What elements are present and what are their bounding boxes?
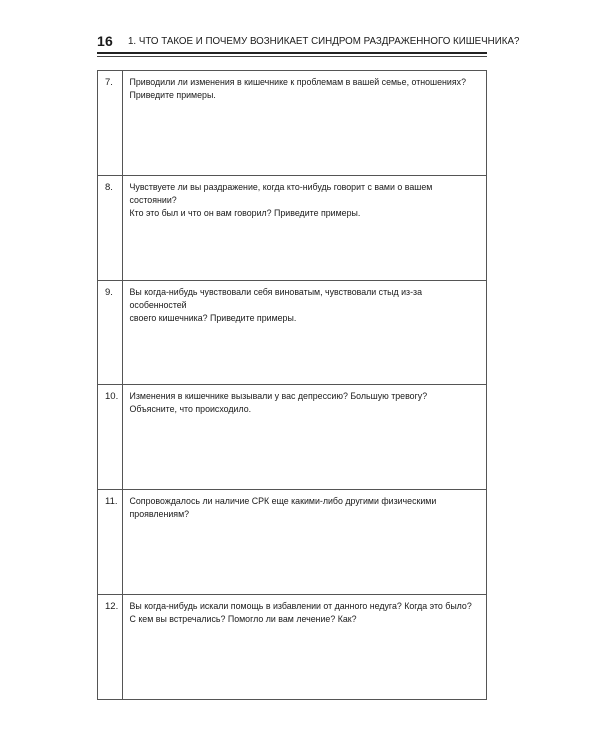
question-answer-cell[interactable]	[123, 490, 487, 595]
question-number: 9.	[105, 286, 113, 298]
question-number: 11.	[105, 496, 118, 508]
question-answer-cell[interactable]	[123, 385, 487, 490]
questions-table	[97, 70, 487, 700]
question-row	[98, 280, 487, 385]
header-rule-thick	[97, 52, 487, 54]
question-text-line: Объясните, что происходило.	[129, 404, 252, 416]
question-number: 10.	[105, 391, 119, 403]
question-answer-cell[interactable]	[123, 175, 487, 280]
question-text-line: Сопровождалось ли наличие СРК еще какими-либо другими физическими	[129, 496, 437, 508]
question-row	[98, 385, 487, 490]
question-text-line: Приводили ли изменения в кишечнике к проблемам в вашей семье, отношениях?	[129, 77, 466, 88]
question-text-line: Изменения в кишечнике вызывали у вас депрессию? Большую тревогу?	[129, 391, 428, 403]
header-rule-thin	[97, 56, 487, 57]
question-text-line: Чувствуете ли вы раздражение, когда кто-нибудь говорит с вами о вашем состоянии?	[129, 181, 433, 206]
question-text-line: Вы когда-нибудь чувствовали себя виноватым, чувствовали стыд из-за особенностей	[129, 286, 422, 311]
question-number-cell	[98, 280, 123, 385]
question-number: 7.	[105, 77, 113, 88]
question-row	[98, 490, 487, 595]
question-text-line: проявлениям?	[129, 509, 190, 521]
chapter-title: 1. ЧТО ТАКОЕ И ПОЧЕМУ ВОЗНИКАЕТ СИНДРОМ РАЗДРАЖЕННОГО КИШЕЧНИКА?	[128, 35, 520, 47]
question-text-line: Приведите примеры.	[129, 90, 216, 101]
question-row	[98, 594, 487, 699]
question-number-cell	[98, 490, 123, 595]
question-number-cell	[98, 594, 123, 699]
question-number-cell	[98, 71, 123, 176]
question-row	[98, 71, 487, 176]
question-number: 8.	[105, 181, 113, 193]
question-answer-cell[interactable]	[123, 280, 487, 385]
question-number-cell	[98, 175, 123, 280]
running-header	[97, 33, 520, 51]
page-number: 16	[97, 33, 113, 49]
question-answer-cell[interactable]	[123, 594, 487, 699]
question-row	[98, 175, 487, 280]
question-text-line: Вы когда-нибудь искали помощь в избавлении от данного недуга? Когда это было?	[129, 600, 472, 612]
question-answer-cell[interactable]	[123, 71, 487, 176]
question-number-cell	[98, 385, 123, 490]
question-text-line: С кем вы встречались? Помогло ли вам лечение? Как?	[129, 613, 357, 625]
question-number: 12.	[105, 600, 119, 612]
question-text-line: своего кишечника? Приведите примеры.	[129, 312, 297, 324]
question-text-line: Кто это был и что он вам говорил? Приведите примеры.	[129, 207, 361, 219]
